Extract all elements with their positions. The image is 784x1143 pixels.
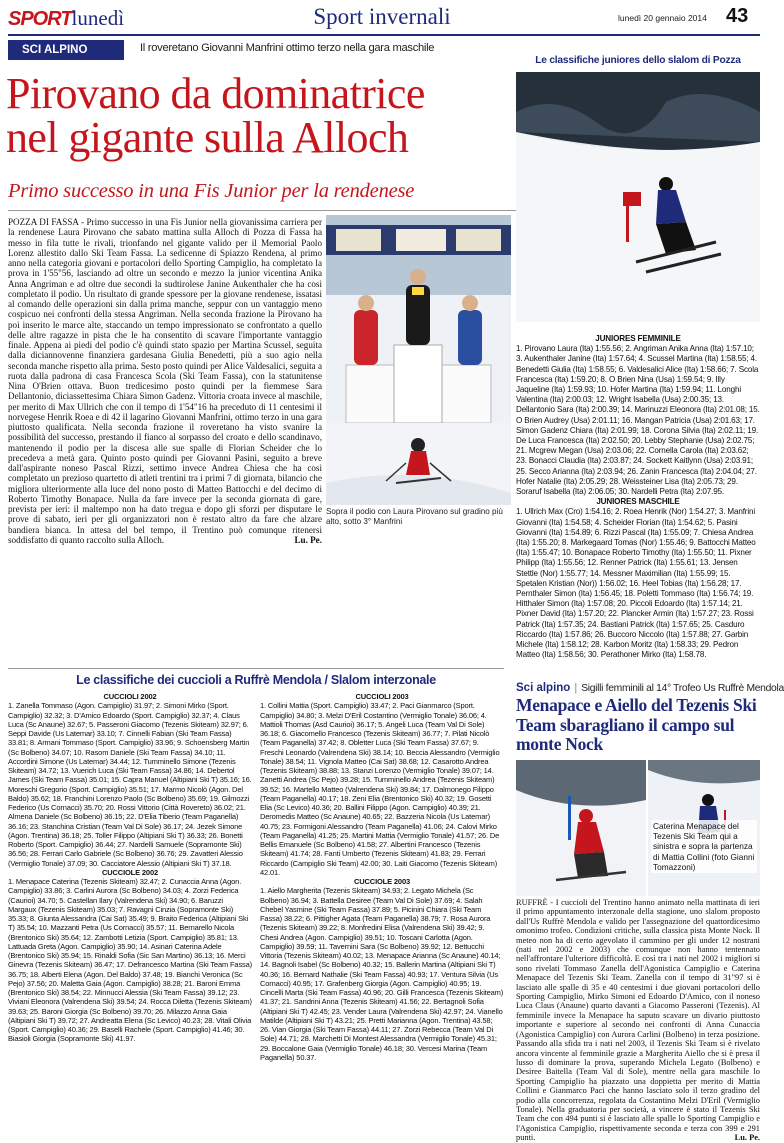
article2-body-text: RUFFRÈ - I cuccioli del Trentino hanno animato nella mattinata di ieri il primo appuntamento interzonale della stagione, uno slalom proposto dall'Us Ruffrè Mendola e valido per l'assegnazione del quattordicesimo omonimo trofeo. Condizioni critiche, sulla classica pista Monte Nock. Il meteo non ha di certo agevolato il cammino per gli under 12 nostrani (nati nel 2002 e 2003) che comunque non hanno tentennato nell'affrontare l'ulteriore difficoltà. E così tra i nati nel 2002 i migliori si sono rivelati Tommaso Zanella dell'Agonistica Campiglio e Caterina Menapace del Tezenis Ski Team. Zanella con il tempo di 31"97 si è lasciato alle spalle di 35 e 40 centesimi i due giovani portacolori dello Sporting Campiglio, Mirko Simoni ed Edoardo D'Amico, con il noneso Luca Claus (Anaune) quarto davanti a Giacomo Passeroni (Tezenis). Al femminile invece la Menapace ha saputo scavare un divario piuttosto importante e superiore al secondo nei confronti di Anna Cunaccia (Agonistica Campiglio) con Aurora Carlini (Bolbeno) in terza posizione. Passando alla sfida tra i nati nel 2003, il Tezenis Ski Team si è rivelato ancora vincente al femminile grazie a Margherita Aiello che si è presa il lusso di dominare la prova, superando Michela Legato (Bolbeno) e Desiree Baitella (Team Val di Sole), mentre nella gara maschile lo Sporting Campiglio ha piazzato una doppietta per merito di Mattia Collini e Gianmarco Paci che hanno lasciato solo il terzo gradino del podio alla concorrenza, regolata da Costantino Melzi D'Eril (Vermiglio Tonale). Nella graduatoria per società, a vincere è stato il Tezenis Ski Team che con 494 punti si è lasciato alle spalle lo Sporting Campiglio e l'Agonistica Campiglio, rispettivamente seconda e terza con 399 e 291 punti.: [516, 898, 760, 1143]
article2-kicker-tag: Sci alpino: [516, 682, 571, 694]
menapace-illustration: [516, 760, 646, 896]
article2-photo-caption: Caterina Menapace del Tezenis Ski Team qui a sinistra e sopra la partenza di Mattia Collini (foto Gianni Tomazzoni): [651, 820, 757, 873]
article2-signature: Lu. Pe.: [734, 1133, 760, 1143]
masthead-rule: [8, 34, 760, 36]
c3-heading: CUCCIOLI 2003: [355, 692, 409, 701]
article2-headline: Menapace e Aiello del Tezenis Ski Team sbaragliano il campo sul monte Nock: [516, 695, 757, 754]
c1-heading: CUCCIOLI 2002: [103, 692, 157, 701]
pozza-masc-text: 1. Ullrich Max (Cro) 1:54.16; 2. Roea Henrik (Nor) 1:54.27; 3. Manfrini Giovanni (Ita) 1:54.58; 4. Scheider Florian (Ita) 1:54.62; 5. Pasini Giovanni (Ita) 1:54.89; 6. Rizzi Pascal (Ita) 1:55.09; 7. Chiesa Andrea (Ita) 1:55.20; 8. Markegaard Tomas (Nor) 1:55.46; 9. Battocchi Matteo (Ita) 1:55.47; 10. Bonapace Roberto Timothy (Ita) 1:55.50; 11. Pixner Philipp (Ita) 1:55.56; 12. Renner Patrick (Ita) 1:55.61; 13. Jensen Stettle (Nor) 1:55.77; 14. Messner Maximilian (Ita) 1:55.99; 15. Spetalen Kristian (Nor)) 1:56.02; 16. Heel Tobias (Ita) 1:56.28; 17. Pernthaler Simon (Ita) 1:56.45; 18. Poletti Tommaso (Ita) 1:56.74; 19. Hitthaler Simon (Ita) 1:57.08; 20. Piccoli Edoardo (Ita) 1:57.14; 21. Pixner David (Ita) 1:57.20; 22. Plancker Armin (Ita) 1:57.27; 23. Rossi Patrick (Ita) 1:57.35; 24. Bastiani Patrick (Ita) 1:57.65; 25. Casduro Riccardo (Ita) 1:57.86; 26. Buccoro Niccolo (Ita) 1:57.88; 27. Garbin Michele (Ita) 1:58.12; 28. Karbon Moritz (Ita) 1:58.33; 29. Pedron Matteo (Ita) 1:58.56; 30. Perathoner Mirko (Ita) 1:58.78.: [516, 507, 756, 660]
c4-heading: CUCCIOLE 2003: [354, 877, 410, 886]
kicker-text: Il roveretano Giovanni Manfrini ottimo terzo nella gara maschile: [140, 42, 435, 54]
article2-kicker: [516, 678, 784, 696]
pozza-masc-heading: JUNIORES MASCHILE: [596, 497, 680, 507]
article-signature: Lu. Pe.: [294, 534, 322, 545]
cuccioli-header: Le classifiche dei cuccioli a Ruffrè Mendola / Slalom interzonale: [76, 673, 436, 687]
article-body-text: POZZA DI FASSA - Primo successo in una Fis Junior nella giovanissima carriera per la rendenese Laura Pirovano che sabato mattina sulla Alloch di Pozza di Fassa ha messo in fila tutte le rivali, trionfando nel gigante valido per il Memorial Paolo Lorenz allestito dallo Ski Team Fassa. La sedicenne di Spiazzo Rendena, al primo anno nella categoria giovani e portacolori dello Sporting Campiglio, ha completato la prova in 1'55"56, lasciando ad oltre un secondo e mezzo la junior vicentina Anika Anna Angriman e ad oltre due secondi la sudtirolese Janine Aukenthaler che ha così completato il podio. Un risultato di grande spessore per la giovane rendenese, issatasi al comando delle operazioni sin dalla prima manche, seppur con un vantaggio meno cospicuo nei confronti della stessa Angriman. Nella seconda frazione la Pirovano ha poi inserito le marce alte, staccando un tempo impressionato se confrontato a quello delle altre ragazze in pista che le ha consentito di scavare l'importante vantaggio finale. Appena ai piedi del podio c'è quindi stato spazio per Martina Scussel, seguita dalla diciannovenne finanziera gardesana Giulia Benedetti, più a suo agio nella seconda manche rispetto alla prima. Sesto posto quindi per Alice Valdesalici, seguita a ruota dalla padrona di casa Francesca Scola (Ski Team Fassa), con la statunitense Nina O'Brien ottava. Buon tredicesimo posto quindi per la fiemmese Sara Dellantonio, diciassettesima Chiara Simon Gadenz. Vittoria croata invece al maschile, per merito di Max Ullrich che con il tempo di 1'54"16 ha preceduto di 11 centesimi il norvegese Henrik Roea e di 42 il lagarino Giovanni Manfrini, ottimo terzo in una gara piuttosto qualificata. Nella seconda frazione il roveretano ha visto svanire la possibilità del successo, prestando il fianco al sorpasso del croato e dello scandinavo, mantenendo il podio per la discesa alle sue spalle di Florian Scheider che lo precedeva a metà gara. Quinto posto quindi per Giovanni Pasini, seguito a breve dall'aspirante noneso Pascal Rizzi, settimo invece Andrea Chiesa che ha così completato un prezioso quartetto di atleti trentini tra i primi 7 di giornata, bilancio che migliora ulteriormente alla luce del nono posto di Matteo Battocchi e del decimo di Roberto Timothy Bonapace. Nulla da fare invece per la seconda giornata di gare, prevista per ieri: il maltempo non ha dato tregua e dopo gli sforzi per disputare le prove di sabato, ieri per gli organizzatori non è restato altro da fare che alzare bandiera bianca. In attesa del bel tempo, il Trentino può comunque ritenersi soddisfatto di quanto raccolto sulla Alloch.: [8, 217, 322, 545]
brand-day: lunedì: [71, 6, 125, 30]
c4-text: 1. Aiello Margherita (Tezenis Skiteam) 34.93; 2. Legato Michela (Sc Bolbeno) 36.94; 3. Battella Desiree (Team Val Di Sole) 37.69; 4. Salah Chebel Yasmine (Ski Team Fassa) 37.89; 5. Picinini Chiara (Ski Team Fassa) 38.22; 6. Pittigher Agata (Team Paganella) 38.79; 7. Rosa Aurora (Tezenis Skiteam) 39.22; 8. Monfredini Elisa (Valrendena Ski) 39.42; 9. Chesi Andrea (Agon. Campiglio) 39.51; 10. Toscani Carlotta (Agon. Campiglio) 39.59; 11. Tavernini Sara (Sc Bolbeno) 39.92; 12. Bettucchi Vittoria (Tezenis Skiteam) 40.02; 13. Menapace Arianna (Sc Anaune) 40.14; 14. Bagnoli Isabel (Sc Bolbeno) 40.32; 15. Ballerin Martina (Altipiani Ski T) 40.36; 16. Bernard Nathalie (Ski Team Fassa) 40.93; 17. Ventura Silvia (Us Cornacci) 40.95; 17. Grafenberg Giorgia (Agon. Campiglio) 40.95; 19. Cincelli Marta (Ski Team Fassa) 40.96; 20. Gilli Francesca (Tezenis Skiteam) 41.37; 21. Sandrini Anna (Tezenis Skiteam) 41.56; 22. Bertagnoli Sofia (Altipiani Ski T) 42.45; 23. Vender Laura (Valrendena Ski) 42.97; 24. Vianello Matilde (Altipiani Ski T) 43.21; 25. Pretti Marianna (Agon. Trentina) 43.58; 26. Vian Giorgia (Ski Team Fassa) 44.11; 27. Zorzi Rebecca (Team Val Di Sole) 44.71; 28. Marchetti Di Montest Alessandra (Vermiglio Tonale) 45.31; 29. Boccalone Gaia (Vermiglio Tonale) 46.18; 30. Vercesi Marina (Team Paganella) 50.37.: [260, 886, 504, 1062]
headline-line-2: nel gigante sulla Alloch: [6, 113, 409, 162]
brand-logo: [8, 6, 124, 30]
c1-text: 1. Zanella Tommaso (Agon. Campiglio) 31.97; 2. Simoni Mirko (Sport. Campiglio) 32.32; 3. D'Amico Edoardo (Sport. Campiglio) 32.37; 4. Claus Luca (Sc Anaune) 32.67; 5. Passeroni Giacomo (Tezenis Skiteam) 32.97; 6. Seppi Davide (Us Latemar) 33.10; 7. Cinnelli Fabian (Ski Team Fassa) 33.81; 8. Armani Tommaso (Sport. Campiglio) 33.96; 9. Schoensberg Martin (Sc Bolbeno) 34.07; 10. Rasom Daniele (Ski Team Fassa) 34.10; 11. Accordini Simone (Us Latemar) 34.44; 12. Tumminello Simone (Tezenis Skiteam) 34.72; 13. Vuerich Luca (Ski Team Fassa) 34.86; 14. Debertol James (Ski Team Fassa) 35.01; 15. Capra Manuel (Altipiani Ski T) 35.16; 16. Moreschi Gregorio (Sport. Campiglio) 35.51; 17. Marmo Nicolò (Agon. Del Baldo) 35.62; 18. Franchini Lorenzo Paolo (Sc Bolbeno) 35.69; 19. Gilmozzi Federico (Us Cornacci) 35.70; 20. Rossi Vittorio (Città Rovereto) 36.02; 21. Almena Daniele (Sc Bolbeno) 36.15; 22. D'Elia Tiberio (Team Paganella) 36.16; 23. Stanchina Cristian (Team Val Di Sole) 36.17; 24. Jezek Simone (Agon. Trentina) 36.18; 25. Toller Filippo (Altipiani Ski T) 36.33; 26. Bonetti Roberto (Sport. Campiglio) 36.44; 27. Nardelli Samuele (Sopramonte Ski) 36.56; 28. Ferrari Carlo Gabriele (Sc Bolbeno) 36.76; 29. Zavatteri Alessio (Vermiglio Tonale) 37.09; 30. Cacciatore Alessio (Altipiani Ski T) 37.18.: [8, 701, 252, 868]
page-date: lunedì 20 gennaio 2014: [618, 13, 707, 23]
pozza-results-body: [516, 334, 760, 664]
slalom-photo: [516, 72, 760, 322]
cuccioli-rule-top: [8, 668, 504, 669]
cuccioli-col-right: [260, 692, 504, 1062]
c2-text: 1. Menapace Caterina (Tezenis Skiteam) 32.47; 2. Cunaccia Anna (Agon. Campiglio) 33.86; 3. Carlini Aurora (Sc Bolbeno) 34.03; 4. Zorzi Federica (Caurioi) 34.70; 5. Castellan Ilary (Valrendena Ski) 34.90; 6. Baruzzi Margaux (Tezenis Skiteam) 35.03; 7. Ravagni Cinzia (Sopramonte Ski) 35.33; 8. Giunta Alessandra (Cai Sat) 35.49; 9. Braito Federica (Altipiani Ski T) 35.54; 10. Mazzanti Petra (Us Cornacci) 35.57; 11. Bernarello Nicola (Brentonico Ski) 35.64; 12. Zambotti Letizia (Sport. Campiglio) 35.81; 13. Lattuada Greta (Agon. Campiglio) 35.90; 14. Asinari Caterina Adele (Brentonico Ski) 35.94; 15. Rinaldi Sofia (Sic San Martino) 36.13; 16. Merci Ginevra (Tezenis Skiteam) 36.47; 17. Defrancesco Martina (Ski Team Fassa) 36.75; 18. Alberti Elena (Agon. Del Baldo) 37.48; 19. Bianchi Veronica (Sc Pejo) 37.56; 20. Maletta Gaia (Agon. Campiglio) 38.28; 21. Baroni Emma (Brentonico Ski) 38.54; 22. Minnucci Alessia (Ski Team Fassa) 39.12; 23. Viviani Eleonora (Valrendena Ski) 39.54; 24. Rocca Diletta (Tezenis Skiteam) 39.63; 25. Baroni Giorgia (Sc Bolbeno) 39.70; 26. Milazzo Anna Gaia (Altipiani Ski T) 39.72; 27. Andreatta Elena (Sc Levico) 40.23; 28. Vitali Olivia (Sport. Campiglio) 40.36; 29. Baselli Rachele (Sport. Campiglio) 41.46; 30. Biasioli Giorgia (Sopramonte Ski) 41.97.: [8, 877, 253, 1044]
slalom-illustration: [516, 72, 760, 322]
skier-photo: [326, 423, 511, 505]
article2-body: [516, 898, 760, 1143]
podium-photo: [326, 215, 511, 423]
subheadline: Primo successo in una Fis Junior per la rendenese: [8, 180, 415, 202]
photo-caption: Sopra il podio con Laura Pirovano sul gradino più alto, sotto 3° Manfrini: [326, 507, 503, 526]
menapace-photo: [516, 760, 646, 896]
podium-illustration: [326, 215, 511, 423]
skier-illustration: [326, 423, 511, 505]
section-title: Sport invernali: [313, 4, 451, 29]
cuccioli-col-left: [8, 692, 253, 1044]
headline-line-1: Pirovano da dominatrice: [6, 69, 425, 118]
article2-kicker-text: Sigilli femminili al 14° Trofeo Us Ruffrè Mendola: [581, 683, 784, 694]
pozza-header: Le classifiche juniores dello slalom di Pozza: [535, 55, 741, 66]
masthead: [0, 0, 768, 36]
pozza-fem-heading: JUNIORES FEMMINILE: [595, 334, 681, 343]
pozza-fem-text: 1. Pirovano Laura (Ita) 1:55.56; 2. Angriman Anika Anna (Ita) 1:57.10; 3. Aukenthaler Janine (Ita) 1:57.64; 4. Scussel Martina (Ita) 1:58.55; 4. Benedetti Giulia (Ita) 1:58.55; 6. Valdesalici Alice (Ita) 1:58.66; 7. Scola Francesca (Ita) 1:59.20; 8. O Brien Nina (Usa) 1:59.54; 9. Illy Jaqueline (Ita) 1:59.93; 10. Hofer Martina (Ita) 1:59.94; 11. Longhi Valentina (Ita) 2:00.03; 12. Wright Isabella (Usa) 2:00.35; 13. Dellantonio Sara (Ita) 2:00.39; 14. Marinuzzi Eleonora (Ita) 2:01.08; 15. O Brien Audrey (Usa) 2:01.11; 16. Mangan Patricia (Usa) 2:01.63; 17. Simon Gadenz Chiara (Ita) 2:01.99; 18. Corona Silvia (Ita) 2:02.11; 19. De Luca Francesca (Ita) 2:02.50; 20. Lebby Stephanie (Usa) 2:02.75; 21. Mcgrew Megan (Usa) 2:03.06; 22. Cornella Carola (Ita) 2:03.62; 23. Bonacci Claudia (Ita) 2:03.87; 24. Sockett Kaitlynn (Usa) 2:03.91; 25. Secco Arianna (Ita) 2:03.94; 26. Zanin Francesca (Ita) 2:04.04; 27. Hofer Natalie (Ita) 2:05.29; 28. Weissteiner Lisa (Ita) 2:05.73; 29. Soraruf Isabella (Ita) 2:06.05; 30. Nardelli Petra (Ita) 2:07.95.: [516, 344, 760, 497]
pozza-results: [516, 52, 760, 70]
brand-sport: SPORT: [8, 8, 72, 30]
page-number: 43: [726, 5, 749, 27]
kicker-tag: SCI ALPINO: [8, 40, 124, 60]
headline: [6, 69, 512, 162]
c3-text: 1. Collini Mattia (Sport. Campiglio) 33.47; 2. Paci Gianmarco (Sport. Campiglio) 34.80; 3. Melzi D'Eril Costantino (Vermiglio Tonale) 36.06; 4. Mattioli Thomas (Asd Caurioi) 36.17; 5. Angeli Luca (Team Val Di Sole) 36.18; 6. Giacomello Francesco (Tezenis Skiteam) 36.77; 7. Pilati Nicolò (Team Paganella) 37.42; 8. Obletter Luca (Ski Team Fassa) 37.67; 9. Freschi Leonardo (Valrendena Ski) 38.14; 10. Beccia Alessandro (Vermiglio Tonale) 38.54; 11. Vignola Matteo (Cai Sat) 38.68; 12. Casarotto Andrea (Tezenis Skiteam) 38.88; 13. Stanzi Lorenzo (Vermiglio Tonale) 39.07; 14. Zanetti Andrea (Sc Pejo) 39.28; 15. Tumminello Andrea (Tezenis Skiteam) 39.52; 16. Martello Matteo (Valrendena Ski) 39.84; 17. Dalmonego Filippo (Team Paganella) 40.17; 18. Zeni Elia (Brentonico Ski) 40.32; 19. Gosetti Elia (Sc Levico) 40.36; 20. Ballini Filippo (Agon. Campiglio) 40.39; 21. Deromedis Matteo (Sc Anaune) 40.65; 22. Bazzeria Nicola (Us Latemar) 40.75; 23. Formigoni Alessandro (Team Paganella) 41.06; 24. Calovi Mirko (Team Paganella) 41.25; 25. Martini Mattia (Vermiglio Tonale) 41.57; 26. De Bellis Emanuele (Sc Bolbeno) 41.58; 27. Albertini Francesco (Tezenis Skiteam) 41.74; 28. Fanti Umberto (Tezenis Skiteam) 41.83; 29. Ferrari Riccardo (Campiglio Ski Team) 42.00; 30. Laiti Giacomo (Tezenis Skiteam) 42.01.: [260, 701, 500, 877]
c2-heading: CUCCIOLE 2002: [102, 867, 158, 877]
article-body: [8, 217, 322, 650]
article2-kicker-sep: |: [574, 682, 578, 694]
